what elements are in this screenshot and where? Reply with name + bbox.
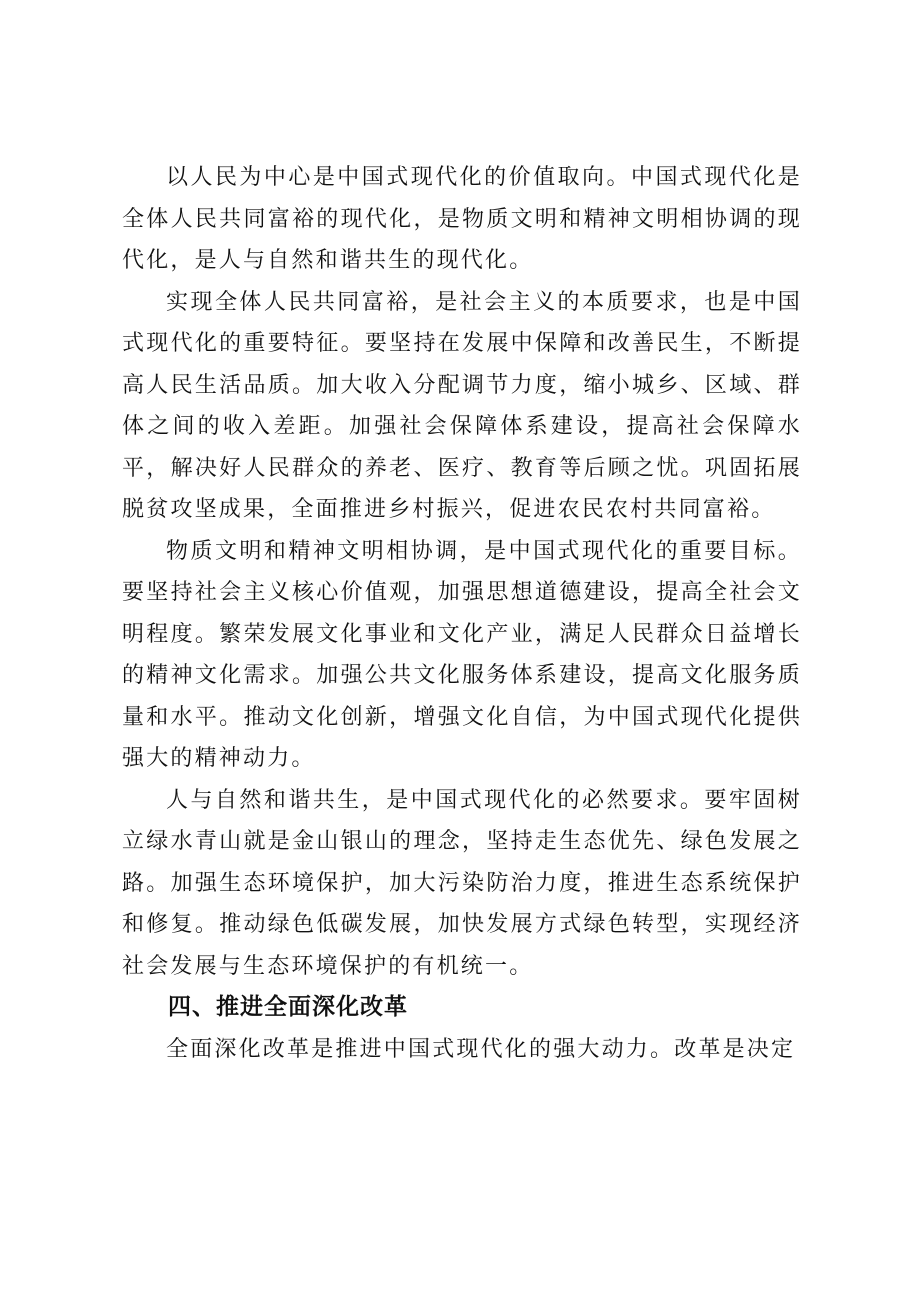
document-body	[122, 157, 802, 1070]
paragraph-common-prosperity: 实现全体人民共同富裕，是社会主义的本质要求，也是中国式现代化的重要特征。要坚持在发展中保障和改善民生，不断提高人民生活品质。加大收入分配调节力度，缩小城乡、区域、群体之间的收入差距。加强社会保障体系建设，提高社会保障水平，解决好人民群众的养老、医疗、教育等后顾之忧。巩固拓展脱贫攻坚成果，全面推进乡村振兴，促进农民农村共同富裕。	[122, 289, 802, 522]
paragraph-deepening-reform: 全面深化改革是推进中国式现代化的强大动力。改革是决定	[166, 1036, 796, 1062]
section-heading: 四、推进全面深化改革	[168, 994, 408, 1020]
paragraph-people-centered: 以人民为中心是中国式现代化的价值取向。中国式现代化是全体人民共同富裕的现代化，是物质文明和精神文明相协调的现代化，是人与自然和谐共生的现代化。	[122, 165, 802, 273]
paragraph-material-spiritual: 物质文明和精神文明相协调，是中国式现代化的重要目标。要坚持社会主义核心价值观，加强思想道德建设，提高全社会文明程度。繁荣发展文化事业和文化产业，满足人民群众日益增长的精神文化需求。加强公共文化服务体系建设，提高文化服务质量和水平。推动文化创新，增强文化自信，为中国式现代化提供强大的精神动力。	[122, 538, 802, 771]
paragraph-harmony-nature: 人与自然和谐共生，是中国式现代化的必然要求。要牢固树立绿水青山就是金山银山的理念，坚持走生态优先、绿色发展之路。加强生态环境保护，加大污染防治力度，推进生态系统保护和修复。推动绿色低碳发展，加快发展方式绿色转型，实现经济社会发展与生态环境保护的有机统一。	[122, 787, 802, 979]
